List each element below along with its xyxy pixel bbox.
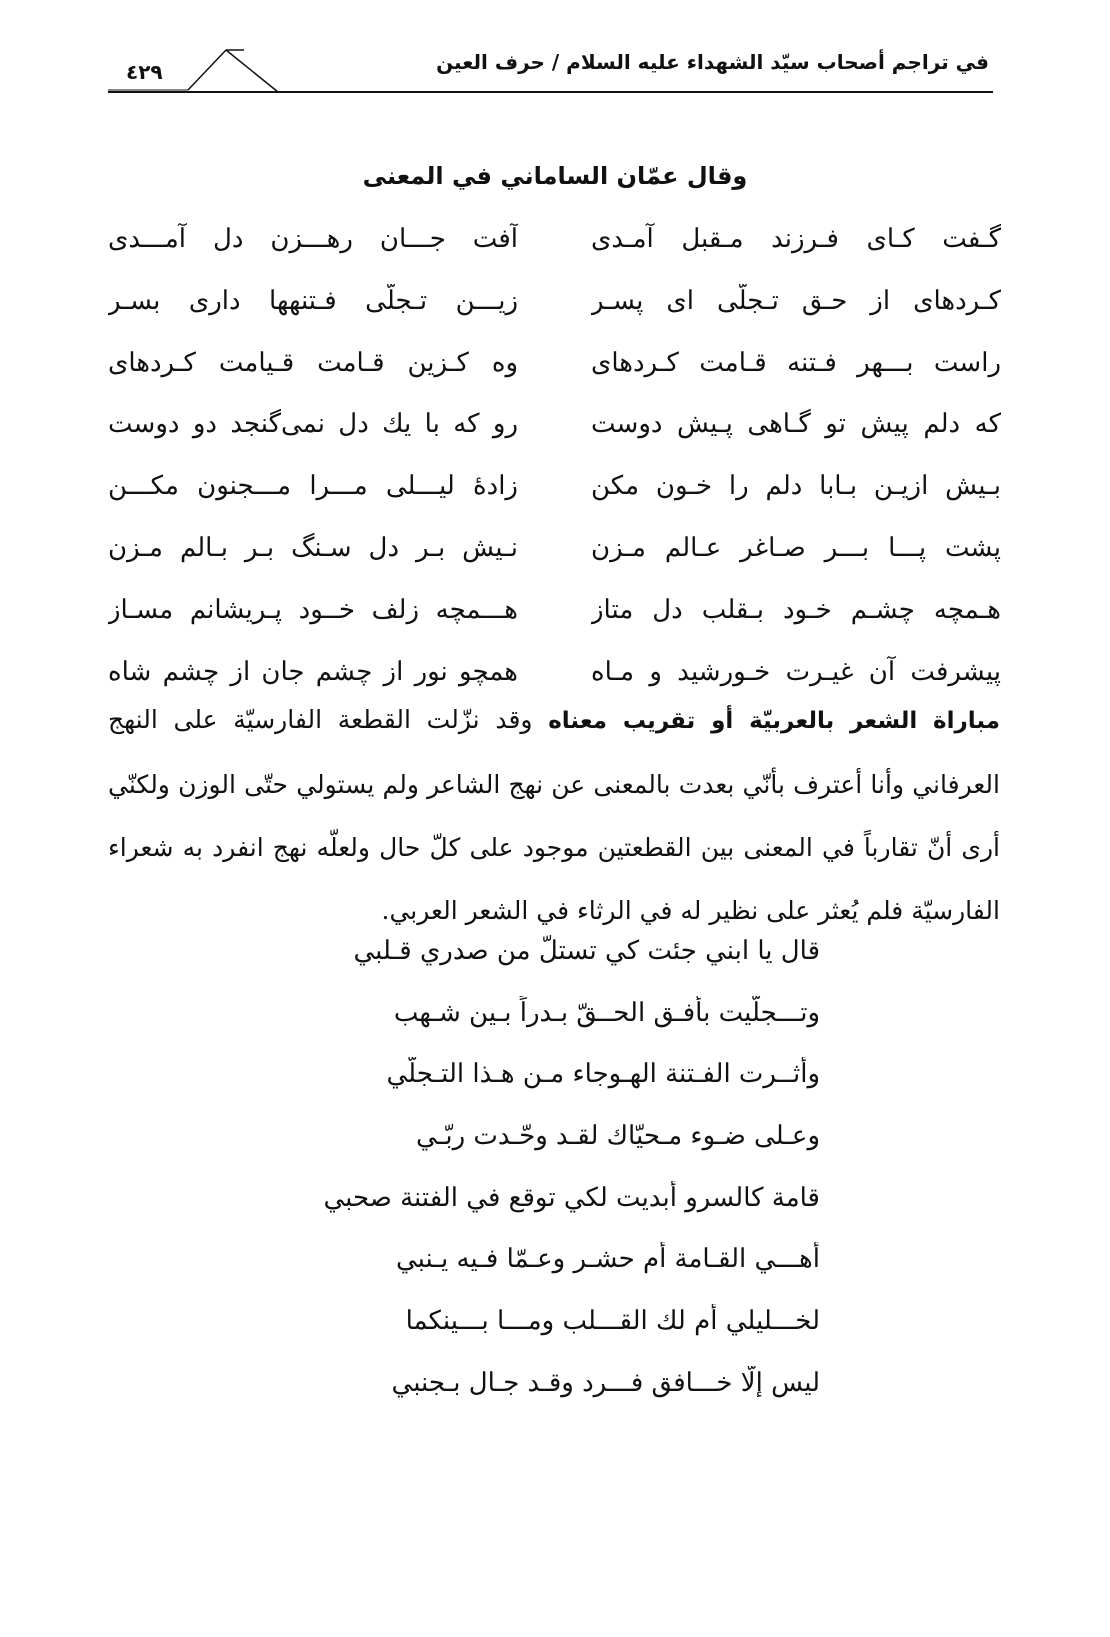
verse-first-hemistich: پشت پـــا بـــر صـاغر عـالم مـزن xyxy=(591,532,1001,563)
poem-line: وتـــجلّيت بأُفـق الحــقّ بـدراً بـين شـهب xyxy=(393,997,820,1028)
verse-row xyxy=(108,222,1001,284)
verse-first-hemistich: راست بـــهر فـتنه قـامت كـردهاى xyxy=(591,347,1001,378)
paragraph-lead: مباراة الشعر بالعربيّة أو تقريب معناه xyxy=(548,708,1000,734)
verse-second-hemistich: نـيش بـر دل سـنگ بـر بـالم مـزن xyxy=(108,532,518,563)
verse-first-hemistich: گـفت كـاى فـرزند مـقبل آمـدى xyxy=(591,224,1001,254)
poem-line: قامة كالسرو أبديت لكي توقع في الفتنة صحبي xyxy=(323,1182,820,1213)
paragraph-body: وقد نزّلت القطعة الفارسيّة على النهج العرفاني وأنا أعترف بأنّي بعدت بالمعنى عن نهج الشاعر ولم يستولي حتّى الوزن ولكنّي أرى أنّ تقارباً في المعنى بين القطعتين موجود على كلّ حال ولعلّه نهج انفرد به شعراء الفارسيّة فلم يُعثر على نظير له في الرثاء في الشعر العربي. xyxy=(108,705,1000,925)
verse-second-hemistich: وه كـزين قـامت قـيامت كـردهاى xyxy=(108,347,518,378)
verse-first-hemistich: كه دلم پيش تو گـاهى پـيش دوست xyxy=(591,409,1001,440)
verse-row xyxy=(108,407,1001,469)
section-heading: وقال عمّان الساماني في المعنى xyxy=(362,162,748,190)
verse-second-hemistich: زادهٔ ليـــلى مـــرا مـــجنون مكـــن xyxy=(108,471,518,502)
verse-first-hemistich: هـمچه چشـم خـود بـقلب دل متاز xyxy=(591,594,1001,625)
poem-line: أهـــي القـامة أم حشـر وعـمّا فـيه يـنبي xyxy=(396,1244,820,1275)
verse-row xyxy=(108,531,1001,593)
verse-first-hemistich: پيشرفت آن غيـرت خـورشيد و مـاه xyxy=(591,656,1001,687)
persian-verses xyxy=(108,222,1001,716)
commentary-paragraph xyxy=(108,688,1000,942)
poem-line: وأثــرت الفـتنة الهـوجاء مـن هـذا التـجلّي xyxy=(386,1059,820,1090)
arabic-poem xyxy=(300,934,820,1428)
verse-row xyxy=(108,469,1001,531)
header-title: في تراجم أصحاب سيّد الشهداء عليه السلام / حرف العين xyxy=(436,50,989,74)
verse-second-hemistich: همچو نور از چشم جان از چشم شاه xyxy=(108,656,518,687)
verse-row xyxy=(108,593,1001,655)
running-header xyxy=(108,40,993,100)
verse-second-hemistich: هـــمچه زلف خــود پـريشانم مسـاز xyxy=(108,594,518,625)
verse-second-hemistich: زيـــن تـجلّى فـتنهها دارى بسـر xyxy=(108,285,518,316)
poem-line: قال يا ابني جئت كي تستلّ من صدري قـلبي xyxy=(353,936,820,966)
verse-first-hemistich: بـيش ازيـن بـابا دلم را خـون مكن xyxy=(591,471,1001,502)
poem-line: وعـلى ضـوء مـحيّاك لقـد وحّـدت ربّـي xyxy=(416,1121,820,1152)
verse-row xyxy=(108,284,1001,346)
verse-first-hemistich: كـردهاى از حـق تـجلّى اى پسـر xyxy=(591,285,1001,316)
verse-second-hemistich: آفت جـــان رهـــزن دل آمـــدى xyxy=(108,224,518,254)
poem-line: ليس إلّا خـــافق فـــرد وقـد جـال بـجنبي xyxy=(391,1367,820,1398)
poem-line: لخـــليلي أم لك القـــلب ومـــا بـــينكما xyxy=(405,1306,820,1337)
page-number: ٤٢٩ xyxy=(126,60,163,84)
verse-second-hemistich: رو كه با يك دل نمى‌گنجد دو دوست xyxy=(108,409,518,440)
verse-row xyxy=(108,346,1001,408)
